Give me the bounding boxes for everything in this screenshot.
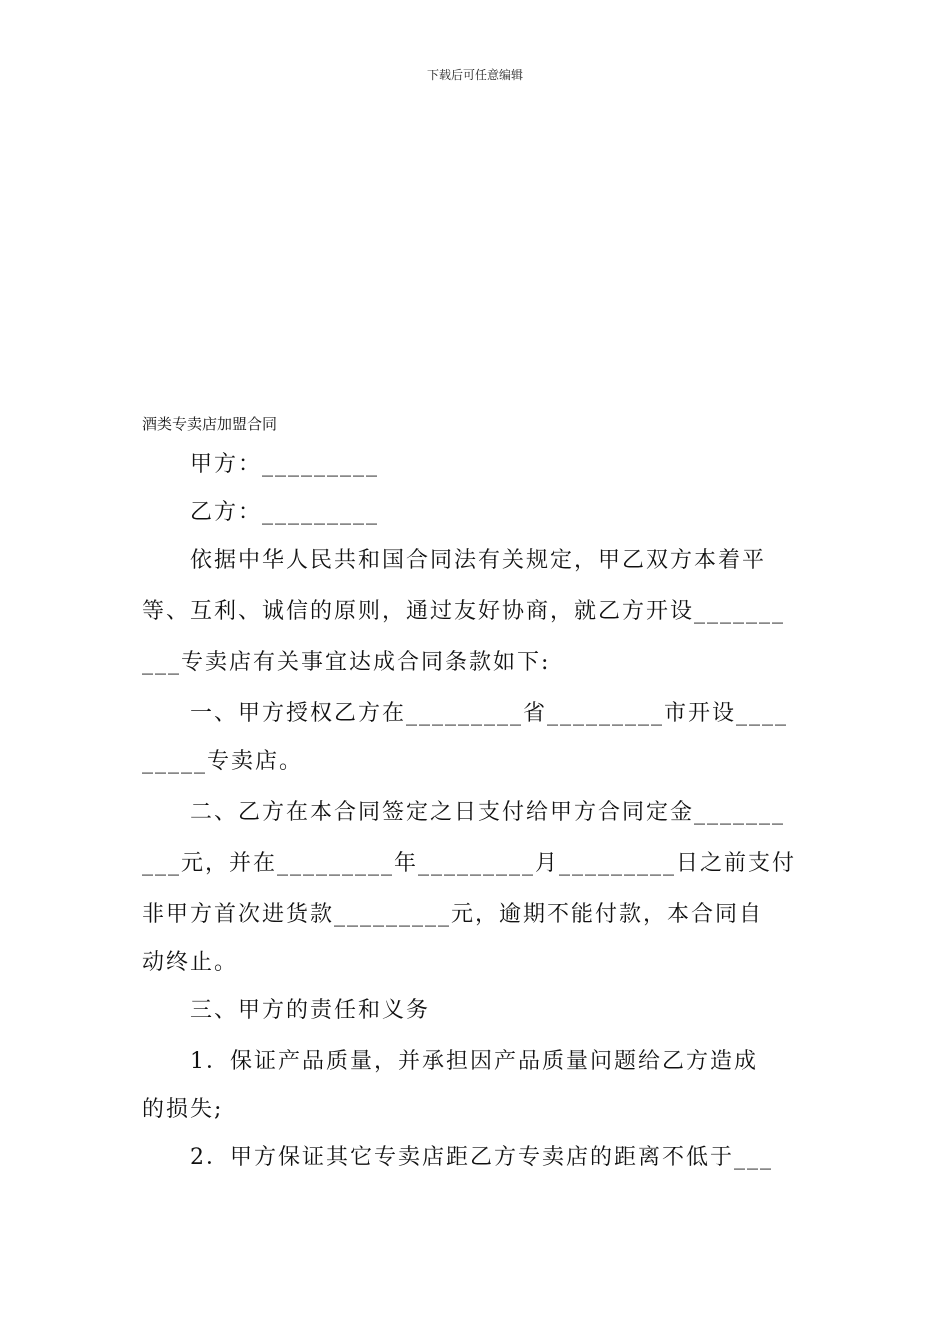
body-line-clause-2c: 非甲方首次进货款_________元，逾期不能付款，本合同自	[142, 902, 764, 927]
body-line-clause-2d: 动终止。	[142, 950, 239, 975]
body-line-party-b: 乙方：_________	[142, 500, 380, 525]
body-line-clause-1a: 一、甲方授权乙方在_________省_________市开设____	[142, 701, 789, 726]
body-line-preamble-1: 依据中华人民共和国合同法有关规定，甲乙双方本着平	[142, 548, 767, 573]
body-line-item-2a: 2．甲方保证其它专卖店距乙方专卖店的距离不低于___	[142, 1145, 773, 1170]
body-line-clause-2b: ___元，并在_________年_________月_________日之前支付	[142, 851, 797, 876]
body-line-clause-1b: _____专卖店。	[142, 749, 304, 774]
body-line-clause-2a: 二、乙方在本合同签定之日支付给甲方合同定金_______	[142, 800, 786, 825]
body-line-preamble-3: ___专卖店有关事宜达成合同条款如下:	[142, 650, 551, 675]
body-line-preamble-2: 等、互利、诚信的原则，通过友好协商，就乙方开设_______	[142, 599, 786, 624]
body-line-party-a: 甲方：_________	[142, 452, 380, 477]
document-title: 酒类专卖店加盟合同	[142, 415, 278, 433]
body-line-item-1b: 的损失;	[142, 1097, 224, 1122]
header-note: 下载后可任意编辑	[426, 68, 523, 82]
body-line-clause-3-heading: 三、甲方的责任和义务	[142, 998, 431, 1023]
body-line-item-1a: 1．保证产品质量，并承担因产品质量问题给乙方造成	[142, 1049, 758, 1074]
